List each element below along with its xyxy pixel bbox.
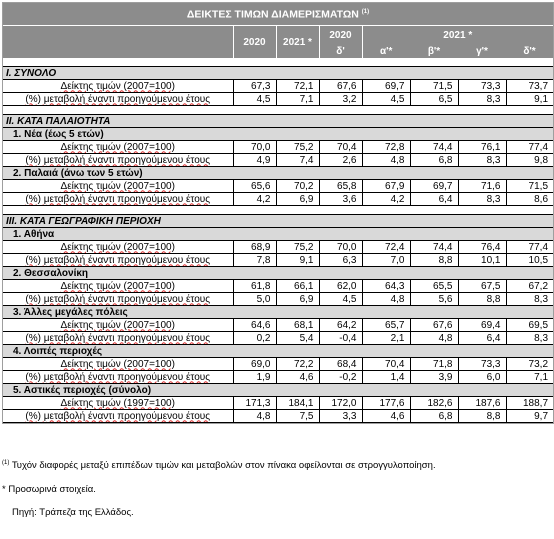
value-cell: 65,5 — [410, 280, 458, 293]
value-cell: 1,9 — [233, 371, 276, 384]
value-cell: 7,8 — [233, 254, 276, 267]
subsection-header-row — [3, 167, 553, 180]
value-cell: 77,4 — [506, 241, 553, 254]
value-cell: 8,8 — [458, 410, 506, 423]
row-label — [3, 397, 233, 410]
value-cell: 72,8 — [362, 141, 410, 154]
table-row — [3, 80, 553, 93]
value-cell: 67,9 — [362, 180, 410, 193]
value-cell: 7,0 — [362, 254, 410, 267]
value-cell: 9,8 — [506, 154, 553, 167]
row-label-text: Δείκτης τιμών (2007=100) — [60, 319, 175, 331]
value-cell: -0,2 — [319, 371, 362, 384]
value-cell: 68,9 — [233, 241, 276, 254]
source-note: Πηγή: Τράπεζα της Ελλάδος. — [12, 507, 134, 518]
row-label — [3, 254, 233, 267]
subsection-header-row — [3, 267, 553, 280]
value-cell: 2,6 — [319, 154, 362, 167]
value-cell: 69,7 — [362, 80, 410, 93]
table-row — [3, 293, 553, 306]
value-cell: 69,0 — [233, 358, 276, 371]
table-title-row — [3, 3, 553, 26]
value-cell: 4,5 — [362, 93, 410, 106]
value-cell: 71,5 — [410, 80, 458, 93]
value-cell: 0,2 — [233, 332, 276, 345]
row-label — [3, 358, 233, 371]
value-cell: 172,0 — [319, 397, 362, 410]
subsection-title: 1. Αθήνα — [3, 228, 553, 241]
value-cell: 171,3 — [233, 397, 276, 410]
value-cell: 67,5 — [458, 280, 506, 293]
row-label-text: (%) μεταβολή έναντι προηγούμενου έτους — [25, 154, 211, 166]
value-cell: 9,1 — [506, 93, 553, 106]
header-quarter: β'* — [410, 44, 458, 58]
value-cell: 73,3 — [458, 80, 506, 93]
value-cell: 6,4 — [458, 332, 506, 345]
value-cell: 71,5 — [506, 180, 553, 193]
value-cell: 76,1 — [458, 141, 506, 154]
price-index-table-frame — [2, 2, 554, 424]
value-cell: 4,9 — [233, 154, 276, 167]
table-title: ΔΕΙΚΤΕΣ ΤΙΜΩΝ ΔΙΑΜΕΡΙΣΜΑΤΩΝ $^{(1)}$ — [3, 3, 553, 26]
footnote-provisional: * Προσωρινά στοιχεία. — [2, 484, 96, 495]
value-cell: 4,6 — [276, 371, 319, 384]
value-cell: 7,1 — [506, 371, 553, 384]
value-cell: 10,1 — [458, 254, 506, 267]
row-label-text: (%) μεταβολή έναντι προηγούμενου έτους — [25, 371, 211, 383]
value-cell: 2,1 — [362, 332, 410, 345]
spacer-cell — [3, 206, 553, 215]
value-cell: -0,4 — [319, 332, 362, 345]
value-cell: 4,6 — [362, 410, 410, 423]
value-cell: 62,0 — [319, 280, 362, 293]
row-label — [3, 80, 233, 93]
value-cell: 67,6 — [319, 80, 362, 93]
subsection-header-row — [3, 306, 553, 319]
table-row — [3, 154, 553, 167]
value-cell: 188,7 — [506, 397, 553, 410]
row-label — [3, 280, 233, 293]
value-cell: 6,8 — [410, 410, 458, 423]
value-cell: 5,6 — [410, 293, 458, 306]
table-row — [3, 193, 553, 206]
row-label-text: Δείκτης τιμών (2007=100) — [60, 180, 175, 192]
value-cell: 75,2 — [276, 241, 319, 254]
subsection-title: 1. Νέα (έως 5 ετών) — [3, 128, 553, 141]
value-cell: 70,0 — [233, 141, 276, 154]
row-label-text: Δείκτης τιμών (2007=100) — [60, 141, 175, 153]
table-row — [3, 241, 553, 254]
value-cell: 3,2 — [319, 93, 362, 106]
subsection-title: 3. Άλλες μεγάλες πόλεις — [3, 306, 553, 319]
value-cell: 64,3 — [362, 280, 410, 293]
table-row — [3, 319, 553, 332]
row-label-text: Δείκτης τιμών (1997=100) — [60, 397, 175, 409]
value-cell: 6,9 — [276, 193, 319, 206]
value-cell: 69,4 — [458, 319, 506, 332]
table-row — [3, 358, 553, 371]
value-cell: 6,5 — [410, 93, 458, 106]
value-cell: 71,8 — [410, 358, 458, 371]
footnote-rounding: $^{(1)}$ Τυχόν διαφορές μεταξύ επιπέδων τιμών και μεταβολών στον πίνακα οφείλονται σε στρογγυλοποίηση. — [2, 460, 436, 472]
row-label — [3, 319, 233, 332]
row-label — [3, 410, 233, 423]
value-cell: 187,6 — [458, 397, 506, 410]
value-cell: 72,1 — [276, 80, 319, 93]
value-cell: 76,4 — [458, 241, 506, 254]
row-label-text: (%) μεταβολή έναντι προηγούμενου έτους — [25, 254, 211, 266]
row-label — [3, 371, 233, 384]
section-header-row — [3, 67, 553, 80]
row-label-text: Δείκτης τιμών (2007=100) — [60, 358, 175, 370]
row-label-text: Δείκτης τιμών (2007=100) — [60, 280, 175, 292]
value-cell: 8,3 — [506, 293, 553, 306]
header-2021-quarterly: 2021 * — [362, 26, 553, 45]
value-cell: 64,6 — [233, 319, 276, 332]
value-cell: 10,5 — [506, 254, 553, 267]
row-label — [3, 193, 233, 206]
value-cell: 67,6 — [410, 319, 458, 332]
subsection-title: 2. Θεσσαλονίκη — [3, 267, 553, 280]
value-cell: 68,1 — [276, 319, 319, 332]
value-cell: 72,2 — [276, 358, 319, 371]
row-label-text: (%) μεταβολή έναντι προηγούμενου έτους — [25, 193, 211, 205]
value-cell: 71,6 — [458, 180, 506, 193]
section-title: II. ΚΑΤΑ ΠΑΛΑΙΟΤΗΤΑ — [3, 115, 553, 128]
value-cell: 3,6 — [319, 193, 362, 206]
section-title: I. ΣΥΝΟΛΟ — [3, 67, 553, 80]
spacer-row — [3, 206, 553, 215]
value-cell: 64,2 — [319, 319, 362, 332]
header-quarter: α'* — [362, 44, 410, 58]
section-header-row — [3, 115, 553, 128]
subsection-header-row — [3, 384, 553, 397]
row-label-text: Δείκτης τιμών (2007=100) — [60, 80, 175, 92]
table-row — [3, 410, 553, 423]
value-cell: 9,1 — [276, 254, 319, 267]
spacer-row — [3, 58, 553, 67]
value-cell: 182,6 — [410, 397, 458, 410]
section-header-row — [3, 215, 553, 228]
row-label-text: (%) μεταβολή έναντι προηγούμενου έτους — [25, 332, 211, 344]
value-cell: 8,8 — [410, 254, 458, 267]
value-cell: 68,4 — [319, 358, 362, 371]
price-index-table — [3, 3, 553, 423]
value-cell: 70,4 — [362, 358, 410, 371]
value-cell: 7,4 — [276, 154, 319, 167]
value-cell: 4,8 — [362, 154, 410, 167]
row-label-text: (%) μεταβολή έναντι προηγούμενου έτους — [25, 410, 211, 422]
value-cell: 67,3 — [233, 80, 276, 93]
value-cell: 6,3 — [319, 254, 362, 267]
header-blank — [3, 26, 233, 59]
spacer-row — [3, 106, 553, 115]
value-cell: 73,3 — [458, 358, 506, 371]
spacer-cell — [3, 58, 553, 67]
value-cell: 67,2 — [506, 280, 553, 293]
value-cell: 9,7 — [506, 410, 553, 423]
value-cell: 72,4 — [362, 241, 410, 254]
value-cell: 69,5 — [506, 319, 553, 332]
table-row — [3, 371, 553, 384]
subsection-title: 4. Λοιπές περιοχές — [3, 345, 553, 358]
value-cell: 69,7 — [410, 180, 458, 193]
value-cell: 73,7 — [506, 80, 553, 93]
value-cell: 6,0 — [458, 371, 506, 384]
value-cell: 8,3 — [458, 193, 506, 206]
table-row — [3, 93, 553, 106]
value-cell: 5,4 — [276, 332, 319, 345]
value-cell: 4,2 — [362, 193, 410, 206]
value-cell: 74,4 — [410, 241, 458, 254]
subsection-title: 2. Παλαιά (άνω των 5 ετών) — [3, 167, 553, 180]
value-cell: 65,8 — [319, 180, 362, 193]
table-row — [3, 397, 553, 410]
value-cell: 7,1 — [276, 93, 319, 106]
value-cell: 4,8 — [410, 332, 458, 345]
value-cell: 77,4 — [506, 141, 553, 154]
value-cell: 8,3 — [458, 93, 506, 106]
row-label-text: (%) μεταβολή έναντι προηγούμενου έτους — [25, 293, 211, 305]
value-cell: 74,4 — [410, 141, 458, 154]
table-row — [3, 180, 553, 193]
row-label — [3, 141, 233, 154]
value-cell: 70,4 — [319, 141, 362, 154]
value-cell: 70,0 — [319, 241, 362, 254]
value-cell: 4,8 — [233, 410, 276, 423]
value-cell: 75,2 — [276, 141, 319, 154]
value-cell: 4,8 — [362, 293, 410, 306]
value-cell: 1,4 — [362, 371, 410, 384]
row-label — [3, 332, 233, 345]
value-cell: 6,8 — [410, 154, 458, 167]
row-label — [3, 93, 233, 106]
header-2020-quarterly: 2020 — [319, 26, 362, 45]
value-cell: 61,8 — [233, 280, 276, 293]
value-cell: 6,9 — [276, 293, 319, 306]
value-cell: 66,1 — [276, 280, 319, 293]
subsection-title: 5. Αστικές περιοχές (σύνολο) — [3, 384, 553, 397]
header-2021: 2021 * — [276, 26, 319, 59]
header-quarter: γ'* — [458, 44, 506, 58]
subsection-header-row — [3, 345, 553, 358]
subsection-header-row — [3, 128, 553, 141]
table-row — [3, 280, 553, 293]
value-cell: 3,9 — [410, 371, 458, 384]
section-title: III. ΚΑΤΑ ΓΕΩΓΡΑΦΙΚΗ ΠΕΡΙΟΧΗ — [3, 215, 553, 228]
value-cell: 177,6 — [362, 397, 410, 410]
value-cell: 4,2 — [233, 193, 276, 206]
value-cell: 8,6 — [506, 193, 553, 206]
value-cell: 8,3 — [506, 332, 553, 345]
value-cell: 70,2 — [276, 180, 319, 193]
value-cell: 7,5 — [276, 410, 319, 423]
spacer-cell — [3, 106, 553, 115]
value-cell: 3,3 — [319, 410, 362, 423]
value-cell: 8,8 — [458, 293, 506, 306]
row-label — [3, 154, 233, 167]
value-cell: 73,2 — [506, 358, 553, 371]
value-cell: 65,6 — [233, 180, 276, 193]
value-cell: 65,7 — [362, 319, 410, 332]
row-label — [3, 180, 233, 193]
header-quarter: δ' — [319, 44, 362, 58]
table-row — [3, 332, 553, 345]
value-cell: 184,1 — [276, 397, 319, 410]
value-cell: 4,5 — [319, 293, 362, 306]
header-row-years — [3, 26, 553, 45]
table-row — [3, 141, 553, 154]
value-cell: 5,0 — [233, 293, 276, 306]
table-row — [3, 254, 553, 267]
row-label-text: (%) μεταβολή έναντι προηγούμενου έτους — [25, 93, 211, 105]
value-cell: 8,3 — [458, 154, 506, 167]
value-cell: 6,4 — [410, 193, 458, 206]
value-cell: 4,5 — [233, 93, 276, 106]
header-2020: 2020 — [233, 26, 276, 59]
row-label — [3, 241, 233, 254]
row-label-text: Δείκτης τιμών (2007=100) — [60, 241, 175, 253]
header-quarter: δ'* — [506, 44, 553, 58]
row-label — [3, 293, 233, 306]
subsection-header-row — [3, 228, 553, 241]
